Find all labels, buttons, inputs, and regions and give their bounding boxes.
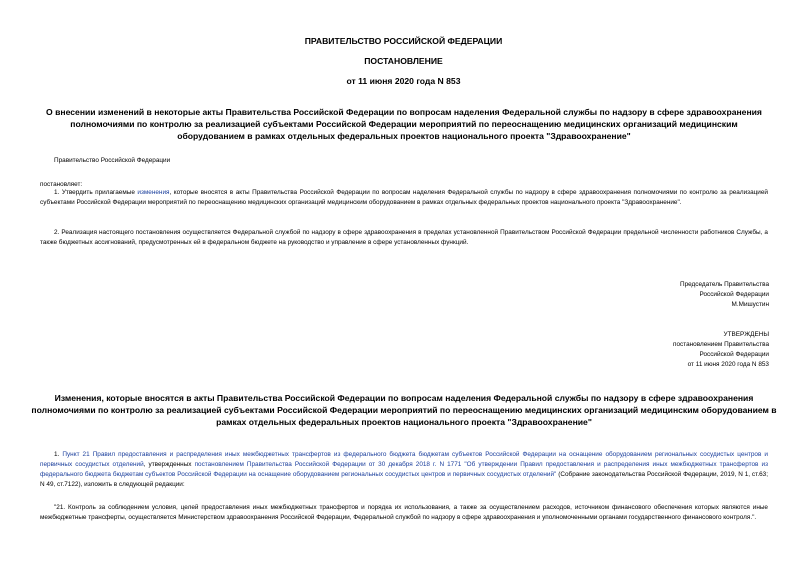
government-heading: ПРАВИТЕЛЬСТВО РОССИЙСКОЙ ФЕДЕРАЦИИ xyxy=(304,36,503,46)
document-type-heading: ПОСТАНОВЛЕНИЕ xyxy=(364,56,443,66)
change-1 xyxy=(40,450,768,490)
change-1-mid: , утвержденных xyxy=(143,461,195,468)
document-title: О внесении изменений в некоторые акты Правительства Российской Федерации по вопросам наделения Федеральной службы по надзору в сфере здравоохранения полномочиями по контролю за реализацией субъектами Российской Федерации мероприятий по переоснащению медицинских организаций медицинским оборудованием в рамках отдельных федеральных проектов национального проекта "Здравоохранение" xyxy=(46,107,762,141)
resolution-1771-link[interactable]: постановлением Правительства Российской Федерации от 30 декабря 2018 г. N 1771 "Об утверждении Правил предоставления и распределения иных межбюджетных трансфертов из федерального бюджета бюджетам субъектов Российской Федерации на оснащение оборудованием региональных сосудистых центров и первичных сосудистых отделений" xyxy=(40,461,768,478)
change-1-tail: (Собрание законодательства Российской Федерации, 2019, N 1, ст.63; N 49, ст.7122), изложить в следующей редакции: xyxy=(40,471,769,488)
signature-title: Председатель Правительства xyxy=(680,281,769,288)
changes-link[interactable]: изменения xyxy=(137,189,170,196)
issuer-name: Правительство Российской Федерации xyxy=(54,157,171,164)
item-21-text: "21. Контроль за соблюдением условия, целей предоставления иных межбюджетных трансфертов и порядка их использования, а также за осуществлением расходов, источником финансового обеспечения которых являются иные межбюджетные трансферты, осуществляется Министерством здравоохранения Российской Федерации, Федеральной службой по надзору в сфере здравоохранения и уполномоченными органами государственного финансового контроля.". xyxy=(40,504,768,521)
decision-word: постановляет: xyxy=(40,181,83,188)
approval-block xyxy=(673,330,769,370)
point-1 xyxy=(40,188,768,208)
change-1-number: 1. xyxy=(54,451,63,458)
approval-date: от 11 июня 2020 года N 853 xyxy=(687,361,769,368)
document-date: от 11 июня 2020 года N 853 xyxy=(346,76,461,86)
signature-name: М.Мишустин xyxy=(731,301,769,308)
point-1-prefix: 1. Утвердить прилагаемые xyxy=(54,189,138,196)
point-1-suffix: , которые вносятся в акты Правительства Российской Федерации по вопросам наделения Федеральной службы по надзору в сфере здравоохранения полномочиями по контролю за реализацией субъектами Российской Федерации мероприятий по переоснащению медицинских организаций медицинским оборудованием в рамках отдельных федеральных проектов национального проекта "Здравоохранение". xyxy=(40,189,768,206)
point-2: 2. Реализация настоящего постановления осуществляется Федеральной службой по надзору в сфере здравоохранения в пределах установленной Правительством Российской Федерации предельной численности работников Службы, а также бюджетных ассигнований, предусмотренных ей в федеральном бюджете на руководство и управление в сфере установленных функций. xyxy=(40,229,768,246)
changes-title: Изменения, которые вносятся в акты Правительства Российской Федерации по вопросам наделения Федеральной службы по надзору в сфере здравоохранения полномочиями по контролю за реализацией субъектами Российской Федерации мероприятий по переоснащению медицинских организаций медицинским оборудованием в рамках отдельных федеральных проектов национального проекта "Здравоохранение" xyxy=(31,393,777,427)
signature-org: Российской Федерации xyxy=(699,291,769,298)
signature-block xyxy=(680,280,769,310)
approval-org: Российской Федерации xyxy=(699,351,769,358)
rules-item-21-link[interactable]: Пункт 21 Правил предоставления и распределения иных межбюджетных трансфертов из федерального бюджета бюджетам субъектов Российской Федерации на оснащение оборудованием региональных сосудистых центров и первичных сосудистых отделений xyxy=(40,451,768,468)
approval-word: УТВЕРЖДЕНЫ xyxy=(723,331,769,338)
approval-act: постановлением Правительства xyxy=(673,341,769,348)
